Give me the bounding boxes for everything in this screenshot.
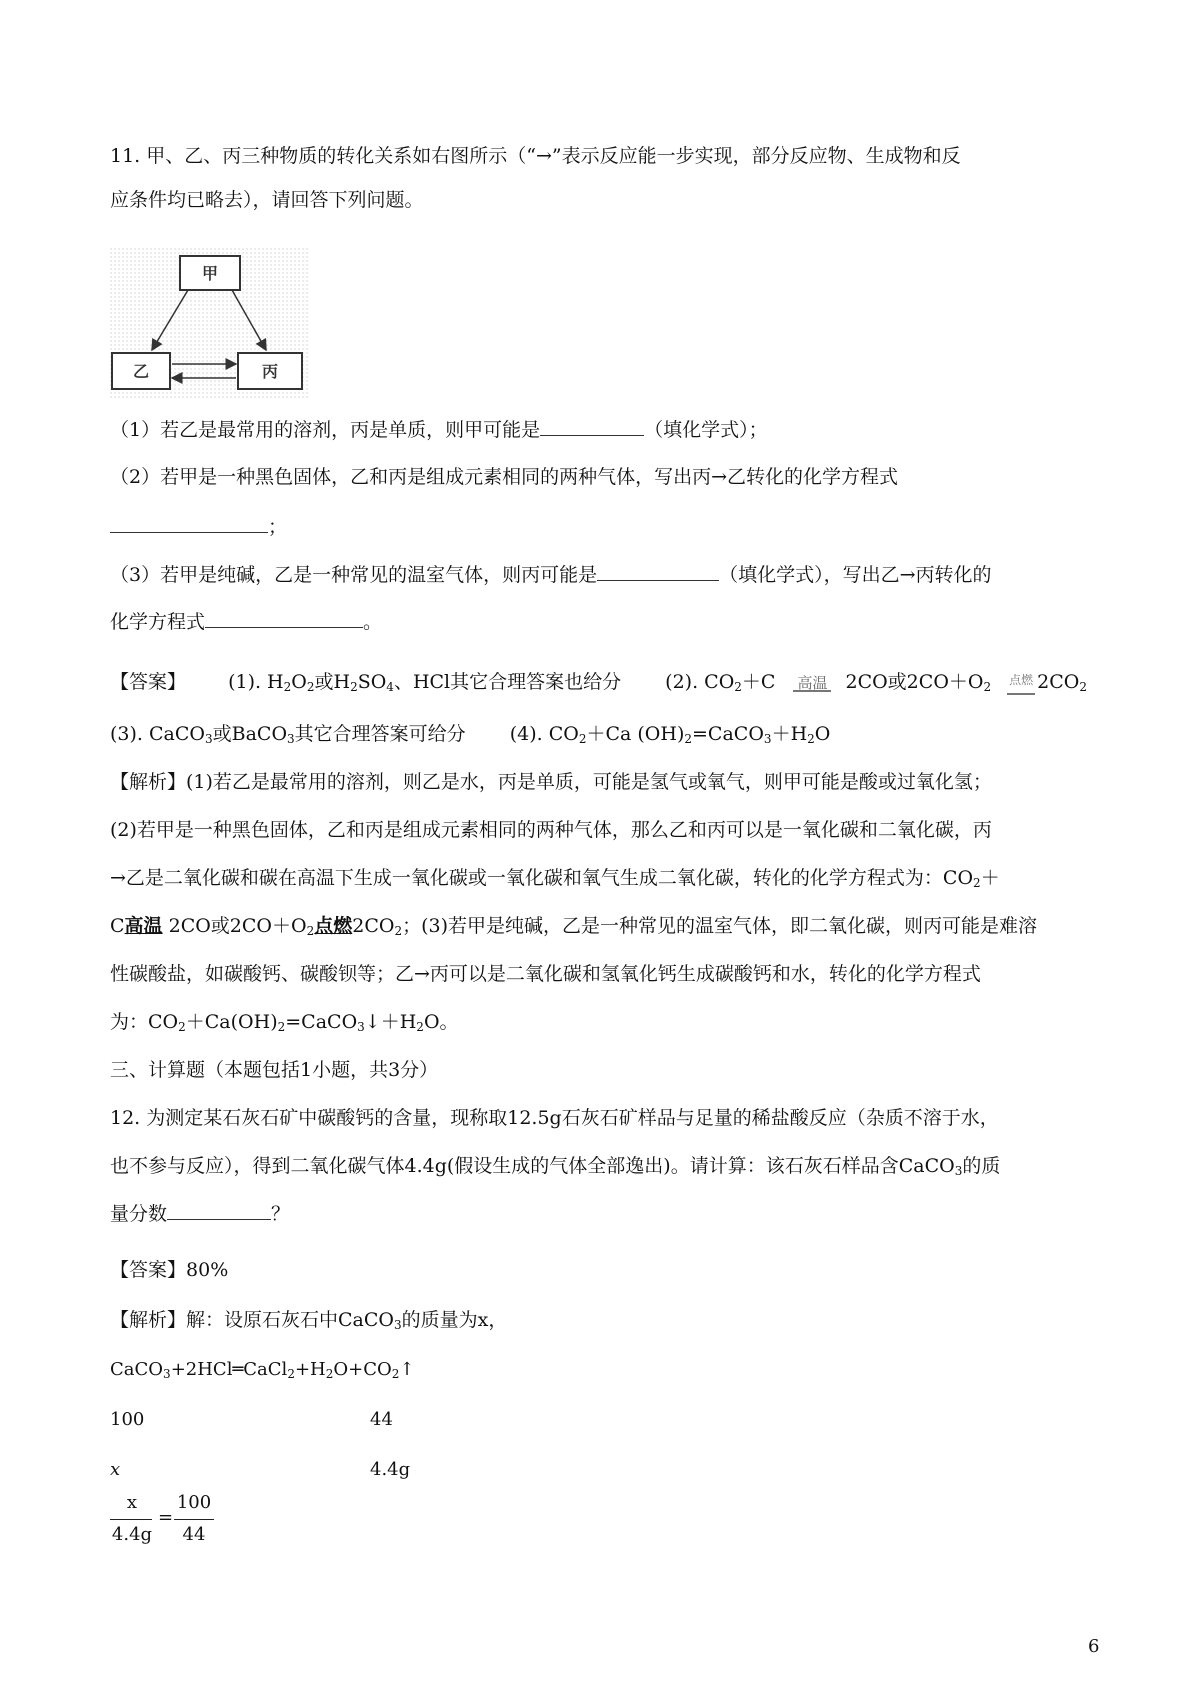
fraction-numerator-1: x [126, 1492, 138, 1513]
ratio-right-1: 44 [370, 1409, 393, 1430]
section-heading: 三、计算题（本题包括1小题，共3分） [110, 1059, 439, 1081]
q12-blank[interactable] [167, 1203, 271, 1220]
label-bing: 丙 [261, 362, 279, 381]
q12-line2: 也不参与反应），得到二氧化碳气体4.4g(假设生成的气体全部逸出)。请计算：该石灰石样品含CaCO$_3$的质 [110, 1155, 1001, 1178]
label-yi: 乙 [132, 362, 150, 381]
q12-answer [110, 1258, 228, 1282]
explanation-label: 【解析】 [110, 1309, 187, 1331]
answer-1: (1). $H_2O_2$或$H_2SO_4$、HCl其它合理答案也给分 [228, 671, 622, 694]
q11-part3-blank[interactable] [597, 564, 719, 581]
q11-part3-text: （3）若甲是纯碱，乙是一种常见的温室气体，则丙可能是 [110, 564, 598, 586]
answer-label: 【答案】 [110, 1259, 187, 1281]
answer-value: 80% [186, 1259, 229, 1281]
fraction-denominator-2: 44 [182, 1524, 206, 1545]
label-jia: 甲 [201, 264, 219, 283]
q11-part1-blank[interactable] [540, 419, 644, 436]
q11-part3 [110, 563, 992, 587]
proportion-equation [110, 1492, 310, 1552]
condition-high-temp: 高温 [793, 671, 831, 695]
condition-high-temp-text: 高温 [124, 915, 163, 937]
q12-equation: $CaCO_3+2HCl═CaCl_2+H_2O+CO_2↑$ [110, 1359, 415, 1381]
ratio-right-2: 4.4g [370, 1459, 411, 1480]
q11-explanation-l1: 【解析】(1)若乙是最常用的溶剂，则乙是水，丙是单质，可能是氢气或氧气，则甲可能是酸或过氧化氢； [110, 771, 992, 793]
q11-explanation-l4: C高温 2CO或$2CO+O_2$点燃$2CO_2$；(3)若甲是纯碱，乙是一种常见的温室气体，即二氧化碳，则丙可能是难溶 [110, 915, 1038, 938]
answer-4: (4). $CO_2+Ca$ $(OH)_2=CaCO_3+H_2O$ [509, 723, 831, 746]
q11-part3-eq-blank[interactable] [205, 611, 363, 628]
q11-part2-blank[interactable] [110, 516, 268, 533]
q11-line2: 应条件均已略去），请回答下列问题。 [110, 189, 424, 211]
fraction-bar-1 [110, 1519, 152, 1520]
q11-part3-suffix: （填化学式），写出乙→丙转化的 [719, 564, 992, 586]
q11-answer-line1 [110, 668, 1087, 695]
q12-ratio-row2 [110, 1458, 410, 1482]
conversion-diagram [110, 248, 310, 398]
q11-line1: 11. 甲、乙、丙三种物质的转化关系如右图所示（“→”表示反应能一步实现，部分反应物、生成物和反 [110, 145, 961, 167]
explanation-label: 【解析】 [110, 771, 187, 793]
ratio-left-2: x [110, 1459, 121, 1480]
q11-part1-text: （1）若乙是最常用的溶剂，丙是单质，则甲可能是 [110, 419, 541, 441]
q11-part3-cont [110, 610, 382, 634]
q11-part2: （2）若甲是一种黑色固体，乙和丙是组成元素相同的两种气体，写出丙→乙转化的化学方程式 [110, 466, 899, 488]
q11-explanation-l3: →乙是二氧化碳和碳在高温下生成一氧化碳或一氧化碳和氧气生成二氧化碳，转化的化学方程式为：$CO_2+$ [110, 867, 1000, 890]
q11-part2-suffix: ； [268, 516, 288, 538]
q11-part1-suffix: （填化学式）； [644, 419, 768, 441]
ratio-left-1: 100 [110, 1409, 145, 1430]
q11-part3-end: 。 [363, 611, 383, 633]
q11-part3-cont-text: 化学方程式 [110, 611, 206, 633]
q12-line1: 12. 为测定某石灰石矿中碳酸钙的含量，现称取12.5g石灰石矿样品与足量的稀盐酸反应（杂质不溶于水， [110, 1107, 999, 1129]
q11-explanation-l6: 为：$CO_2+Ca(OH)_2=CaCO_3↓+H_2O$。 [110, 1011, 459, 1034]
q11-explanation-l5: 性碳酸盐，如碳酸钙、碳酸钡等；乙→丙可以是二氧化碳和氢氧化钙生成碳酸钙和水，转化的化学方程式 [110, 963, 981, 985]
page-number: 6 [1088, 1636, 1100, 1657]
answer-label: 【答案】 [110, 671, 187, 693]
fraction-bar-2 [174, 1519, 214, 1520]
fraction-equals: = [158, 1507, 174, 1528]
q12-ratio-row1 [110, 1408, 393, 1432]
q11-answer-line2 [110, 722, 830, 746]
answer-2: (2). $CO_2+C$ 高温 2CO或$2CO+O_2$ 点燃 $2CO_2$ [665, 671, 1087, 693]
q12-line3: 量分数 ？ [110, 1203, 291, 1225]
q11-part2-answer [110, 515, 287, 539]
q11-part1 [110, 418, 768, 442]
q11-explanation-l2: (2)若甲是一种黑色固体，乙和丙是组成元素相同的两种气体，那么乙和丙可以是一氧化碳和二氧化碳，丙 [110, 819, 992, 841]
q12-explanation-intro: 【解析】解：设原石灰石中CaCO$_3$的质量为x， [110, 1309, 508, 1332]
condition-ignite-text: 点燃 [314, 915, 353, 937]
answer-3: (3). CaCO$_3$或BaCO$_3$其它合理答案可给分 [110, 723, 466, 746]
fraction-denominator-1: 4.4g [111, 1524, 153, 1545]
condition-ignite: 点燃 [1007, 668, 1035, 692]
fraction-numerator-2: 100 [176, 1492, 212, 1513]
